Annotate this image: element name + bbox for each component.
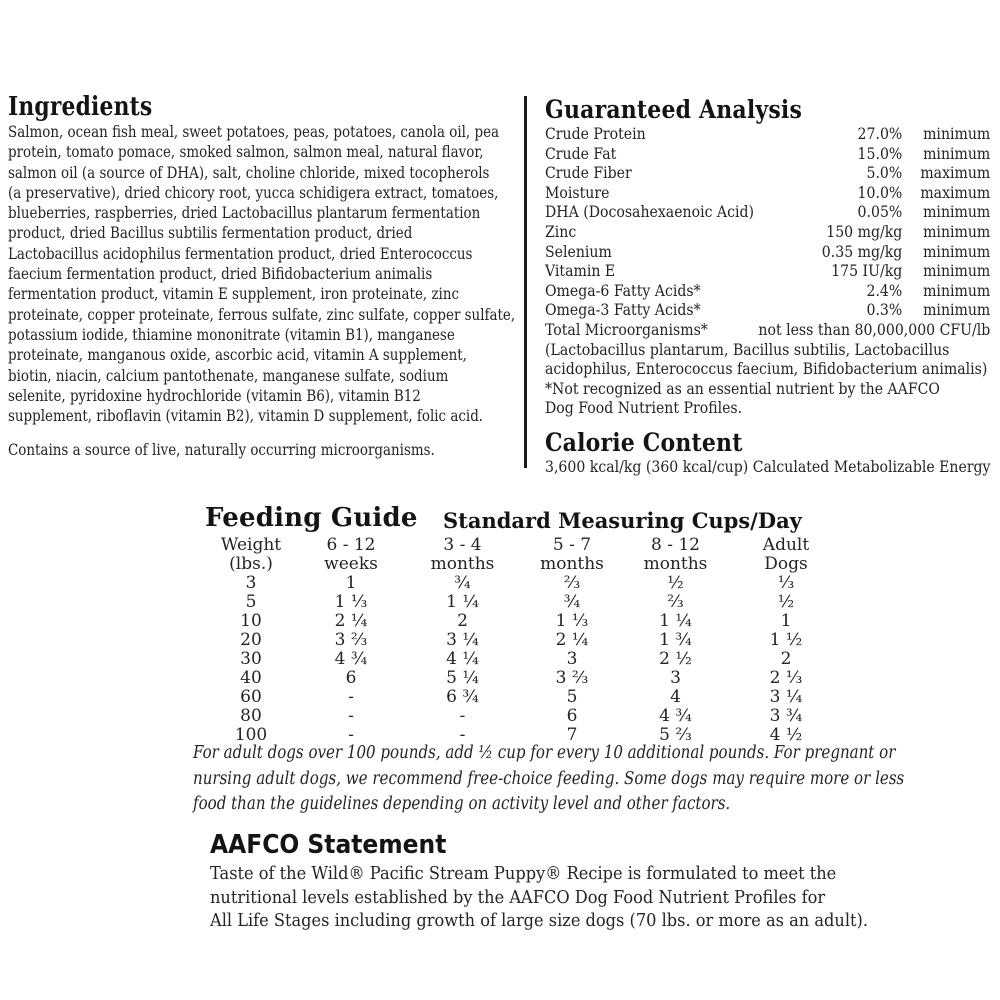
nutrient-qualifier: minimum (923, 261, 991, 281)
feeding-guide-header (205, 503, 850, 535)
nutrient-qualifier: maximum (920, 163, 991, 183)
nutrient-label: Omega-6 Fatty Acids* (545, 280, 701, 300)
text-line: nursing adult dogs, we recommend free-choice feeding. Some dogs may require more or less (193, 768, 905, 789)
feeding-cell: 3 (245, 573, 257, 593)
feeding-cell: 2 ¼ (555, 630, 589, 650)
calorie-content-section (545, 429, 990, 477)
feeding-row (205, 707, 845, 726)
ingredients-text (8, 122, 516, 426)
ga-row (545, 144, 990, 164)
nutrient-label: Crude Protein (545, 124, 646, 143)
column-header (624, 536, 727, 574)
ga-row (545, 163, 990, 183)
column-header-line: (lbs.) (229, 554, 273, 574)
nutrient-qualifier: minimum (923, 241, 991, 261)
text-line: (Lactobacillus plantarum, Bacillus subtilis, Lactobacillus (545, 339, 950, 359)
nutrient-label: Selenium (545, 241, 612, 261)
text-line: proteinate, copper proteinate, ferrous sulfate, zinc sulfate, copper sulfate, (8, 304, 516, 324)
feeding-cell: ⅓ (777, 573, 795, 593)
aafco-statement-heading: AAFCO Statement (210, 830, 447, 860)
column-header-line: Adult (762, 535, 810, 555)
guaranteed-analysis-section (545, 96, 990, 418)
nutrient-value: 5.0% (866, 163, 903, 183)
feeding-row (205, 650, 845, 669)
feeding-cell: 1 ¼ (659, 611, 692, 631)
feeding-guide-section (205, 503, 850, 745)
feeding-row (205, 612, 845, 631)
column-header (205, 536, 297, 574)
text-line: proteinate, manganous oxide, ascorbic acid, vitamin A supplement, (8, 345, 467, 365)
feeding-cell: 1 (345, 573, 357, 593)
feeding-cell: 1 ¼ (446, 592, 479, 612)
column-header-line: 3 - 4 (443, 535, 482, 555)
feeding-cell: 6 (566, 706, 578, 726)
feeding-guide-table (205, 536, 845, 745)
feeding-cell: 4 ¾ (334, 649, 368, 669)
feeding-cell: 3 ⅔ (334, 630, 368, 650)
feeding-cell: 2 (457, 611, 468, 631)
feeding-guide-heading: Feeding Guide (205, 503, 418, 533)
feeding-cell: 3 ¼ (446, 630, 479, 650)
text-line: selenite, pyridoxine hydrochloride (vitamin B6), vitamin B12 (8, 385, 421, 405)
column-header-line: Weight (220, 535, 282, 555)
ga-row (545, 281, 990, 301)
feeding-cell: ⅔ (667, 592, 684, 612)
column-header-line: months (430, 554, 495, 574)
text-line: faecium fermentation product, dried Bifidobacterium animalis (8, 264, 433, 284)
nutrient-qualifier: minimum (923, 202, 991, 222)
nutrient-qualifier: maximum (920, 182, 991, 202)
feeding-cell: 100 (234, 725, 268, 745)
text-line: biotin, niacin, calcium pantothenate, manganese sulfate, sodium (8, 365, 449, 385)
nutrient-label: Zinc (545, 221, 577, 241)
text-line: nutritional levels established by the AAFCO Dog Food Nutrient Profiles for (210, 886, 826, 908)
ga-footnotes (545, 340, 990, 418)
feeding-cell: - (459, 706, 466, 726)
text-line: salmon oil (a source of DHA), salt, choline chloride, mixed tocopherols (8, 162, 490, 182)
ga-row (545, 202, 990, 222)
text-line: Lactobacillus acidophilus fermentation product, dried Enterococcus (8, 243, 473, 263)
nutrient-qualifier: minimum (923, 280, 991, 300)
calorie-content-heading: Calorie Content (545, 428, 743, 457)
feeding-cell: 1 ½ (769, 630, 803, 650)
feeding-cell: 2 ½ (659, 649, 692, 669)
feeding-cell: 4 ¾ (659, 706, 692, 726)
text-line: supplement, riboflavin (vitamin B2), vitamin D supplement, folic acid. (8, 406, 484, 426)
ingredients-section (8, 92, 516, 460)
text-line: blueberries, raspberries, dried Lactobacillus plantarum fermentation (8, 203, 481, 223)
feeding-cell: ½ (667, 573, 684, 593)
feeding-cell: 3 (566, 649, 578, 669)
calorie-content-text: 3,600 kcal/kg (360 kcal/cup) Calculated Metabolizable Energy (545, 457, 991, 476)
microorganisms-note: Contains a source of live, naturally occurring microorganisms. (8, 440, 435, 460)
feeding-guide-subheading: Standard Measuring Cups/Day (443, 508, 802, 533)
ga-row (545, 124, 990, 144)
feeding-row (205, 669, 845, 688)
feeding-cell: 5 ⅔ (659, 725, 692, 745)
column-header-line: weeks (324, 554, 378, 574)
column-header (520, 536, 624, 574)
text-line: fermentation product, vitamin E supplement, iron proteinate, zinc (8, 284, 460, 304)
column-header-line: 8 - 12 (651, 535, 700, 555)
nutrient-qualifier: minimum (923, 124, 991, 143)
feeding-cell: 80 (240, 706, 262, 726)
text-line: Dog Food Nutrient Profiles. (545, 398, 743, 418)
text-line: product, dried Bacillus subtilis fermentation product, dried (8, 223, 413, 243)
nutrient-value: 0.05% (857, 202, 903, 222)
column-header (297, 536, 405, 574)
ga-row (545, 183, 990, 203)
text-line: Taste of the Wild® Pacific Stream Puppy® Recipe is formulated to meet the (210, 863, 837, 884)
feeding-cell: 3 (670, 668, 681, 688)
nutrient-label: Omega-3 Fatty Acids* (545, 300, 701, 320)
feeding-cell: 5 (566, 687, 578, 707)
nutrient-value: 175 IU/kg (831, 261, 903, 281)
nutrient-label: Total Microorganisms* (545, 319, 708, 339)
aafco-statement-section (210, 830, 868, 933)
feeding-cell: 6 (345, 668, 357, 688)
feeding-cell: 7 (566, 725, 578, 745)
nutrient-value: 2.4% (866, 280, 903, 300)
text-line: All Life Stages including growth of large size dogs (70 lbs. or more as an adult). (210, 910, 868, 931)
text-line: protein, tomato pomace, smoked salmon, salmon meal, natural flavor, (8, 142, 484, 162)
column-header-line: months (643, 554, 708, 574)
nutrient-value: 15.0% (857, 143, 903, 163)
feeding-cell: 4 ½ (769, 725, 803, 745)
feeding-row (205, 593, 845, 612)
feeding-cell: 1 ⅓ (555, 611, 589, 631)
feeding-cell: ½ (777, 592, 795, 612)
nutrient-value: 150 mg/kg (826, 221, 903, 241)
feeding-cell: 40 (240, 668, 262, 688)
nutrient-label: Vitamin E (545, 261, 616, 281)
feeding-cell: ⅔ (563, 573, 581, 593)
feeding-cell: 6 ¾ (446, 687, 479, 707)
text-line: *Not recognized as an essential nutrient by the AAFCO (545, 378, 940, 398)
nutrient-qualifier: minimum (923, 221, 991, 241)
column-header (727, 536, 845, 574)
nutrient-value: 0.35 mg/kg (821, 241, 903, 261)
nutrient-value: 27.0% (857, 124, 903, 143)
feeding-cell: 30 (240, 649, 262, 669)
text-line: Salmon, ocean fish meal, sweet potatoes, peas, potatoes, canola oil, pea (8, 122, 500, 141)
feeding-cell: 2 ¼ (334, 611, 368, 631)
feeding-cell: 5 (245, 592, 257, 612)
feeding-cell: 10 (240, 611, 262, 631)
feeding-cell: 3 ¾ (769, 706, 803, 726)
nutrient-label: Crude Fiber (545, 163, 632, 183)
column-header-line: 6 - 12 (326, 535, 376, 555)
feeding-cell: ¾ (454, 573, 471, 593)
feeding-cell: ¾ (563, 592, 581, 612)
feeding-guide-note (193, 741, 905, 818)
feeding-cell: 4 ¼ (446, 649, 479, 669)
nutrient-label: Crude Fat (545, 143, 617, 163)
text-line: potassium iodide, thiamine mononitrate (vitamin B1), manganese (8, 324, 455, 344)
nutrient-value: not less than 80,000,000 CFU/lb (758, 319, 991, 339)
nutrient-label: DHA (Docosahexaenoic Acid) (545, 202, 754, 222)
text-line: food than the guidelines depending on activity level and other factors. (193, 794, 731, 814)
feeding-cell: 3 ⅔ (555, 668, 589, 688)
feeding-cell: 3 ¼ (769, 687, 803, 707)
feeding-row (205, 631, 845, 650)
ingredients-heading: Ingredients (8, 92, 153, 122)
ga-row (545, 222, 990, 242)
ga-row (545, 300, 990, 320)
feeding-cell: 4 (670, 687, 681, 707)
feeding-cell: 2 ⅓ (769, 668, 803, 688)
column-header-line: 5 - 7 (552, 535, 592, 555)
ga-total-row (545, 320, 990, 340)
feeding-cell: 60 (240, 687, 262, 707)
nutrient-label: Moisture (545, 182, 610, 202)
feeding-cell: 1 (780, 611, 792, 631)
nutrient-qualifier: minimum (923, 143, 991, 163)
aafco-statement-text (210, 862, 868, 933)
ga-row (545, 242, 990, 262)
text-line: For adult dogs over 100 pounds, add ½ cup for every 10 additional pounds. For pregnant or (193, 743, 896, 763)
guaranteed-analysis-heading: Guaranteed Analysis (545, 95, 803, 124)
feeding-cell: - (459, 725, 466, 745)
feeding-cell: 20 (240, 630, 262, 650)
feeding-cell: 5 ¼ (446, 668, 479, 688)
feeding-cell: - (348, 706, 354, 726)
column-header-line: months (540, 554, 604, 574)
ga-row (545, 261, 990, 281)
nutrient-value: 0.3% (866, 300, 903, 320)
feeding-row (205, 574, 845, 593)
feeding-cell: 1 ⅓ (334, 592, 368, 612)
nutrient-value: 10.0% (857, 182, 903, 202)
nutrient-qualifier: minimum (923, 300, 991, 320)
column-header (405, 536, 520, 574)
column-header-line: Dogs (764, 554, 808, 574)
feeding-header-row (205, 536, 845, 574)
feeding-cell: 2 (780, 649, 792, 669)
feeding-cell: 1 ¾ (659, 630, 692, 650)
feeding-row (205, 688, 845, 707)
column-divider (524, 96, 527, 468)
text-line: acidophilus, Enterococcus faecium, Bifidobacterium animalis) (545, 359, 988, 379)
feeding-cell: - (348, 687, 354, 707)
feeding-cell: - (348, 725, 354, 745)
text-line: (a preservative), dried chicory root, yucca schidigera extract, tomatoes, (8, 182, 499, 202)
